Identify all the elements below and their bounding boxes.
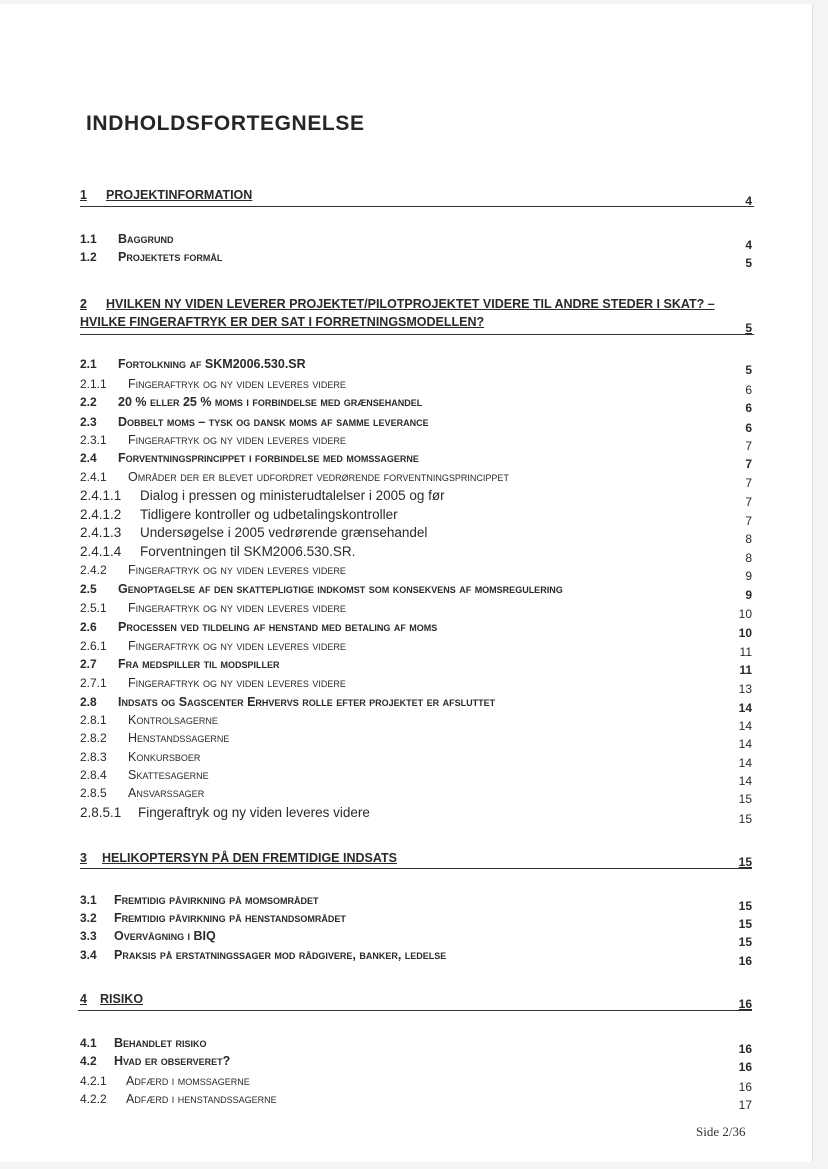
- toc-entry[interactable]: [80, 909, 752, 931]
- toc-label: Forventningsprincippet i forbindelse med momssagerne: [118, 451, 419, 465]
- toc-page: 6: [745, 421, 752, 435]
- toc-page: 6: [745, 383, 752, 397]
- toc-page: 9: [745, 588, 752, 602]
- toc-label: HELIKOPTERSYN PÅ DEN FREMTIDIGE INDSATS: [102, 851, 397, 865]
- toc-number: 1.1: [80, 232, 97, 246]
- toc-label: Tidligere kontroller og udbetalingskontroller: [140, 507, 398, 522]
- toc-label: Skattesagerne: [128, 768, 209, 782]
- toc-entry[interactable]: [80, 355, 752, 377]
- toc-number: 2.8.1: [80, 713, 107, 727]
- toc-page: 5: [745, 256, 752, 270]
- toc-page: 15: [738, 855, 752, 869]
- toc-number: 2.3.1: [80, 433, 107, 447]
- toc-number: 2.7.1: [80, 676, 107, 690]
- toc-label: Fremtidig påvirkning på henstandsområdet: [114, 911, 346, 925]
- toc-page: 14: [738, 737, 752, 751]
- toc-number: 2.3: [80, 415, 97, 429]
- toc-number: 2: [80, 297, 87, 311]
- toc-entry[interactable]: [80, 543, 752, 565]
- toc-label: Ansvarssager: [128, 786, 205, 800]
- toc-number: 2.8.5: [80, 786, 107, 800]
- toc-page: 7: [745, 457, 752, 471]
- toc-divider: [80, 868, 752, 869]
- toc-page: 5: [745, 321, 752, 335]
- toc-number: 2.1: [80, 357, 97, 371]
- toc-divider: [80, 334, 754, 335]
- toc-label: Fra medspiller til modspiller: [118, 657, 280, 671]
- toc-number: 1.2: [80, 250, 97, 264]
- toc-label: Behandlet risiko: [114, 1036, 207, 1050]
- page-number-footer: Side 2/36: [696, 1124, 746, 1139]
- toc-number: 3: [80, 851, 87, 865]
- toc-label: Projektets formål: [118, 250, 223, 264]
- toc-entry[interactable]: [80, 295, 752, 313]
- toc-entry[interactable]: [80, 891, 752, 913]
- toc-page: 11: [739, 645, 752, 659]
- toc-entry[interactable]: [80, 393, 752, 415]
- toc-page: 13: [738, 682, 752, 696]
- toc-label: Fingeraftryk og ny viden leveres videre: [128, 433, 346, 447]
- toc-label: 20 % eller 25 % moms i forbindelse med grænsehandel: [118, 395, 423, 409]
- toc-label: Undersøgelse i 2005 vedrørende grænsehandel: [140, 525, 428, 540]
- toc-label: Praksis på erstatningssager mod rådgivere, banker, ledelse: [114, 948, 447, 962]
- toc-page: 16: [738, 997, 752, 1011]
- toc-label: Dialog i pressen og ministerudtalelser i 2005 og før: [140, 488, 445, 503]
- toc-page: 15: [738, 812, 752, 826]
- toc-entry[interactable]: [80, 506, 752, 528]
- toc-number: 2.4.2: [80, 563, 107, 577]
- toc-number: 4.1: [80, 1036, 97, 1050]
- toc-label: Fingeraftryk og ny viden leveres videre: [128, 563, 346, 577]
- toc-entry[interactable]: [80, 1090, 752, 1112]
- toc-divider: [78, 1010, 752, 1011]
- toc-entry[interactable]: [80, 693, 752, 715]
- toc-label: Kontrolsagerne: [128, 713, 218, 727]
- toc-entry[interactable]: [80, 248, 752, 270]
- toc-label: Fortolkning af SKM2006.530.SR: [118, 357, 306, 371]
- toc-label: Fingeraftryk og ny viden leveres videre: [128, 676, 346, 690]
- toc-entry[interactable]: [80, 618, 752, 640]
- toc-label: Dobbelt moms – tysk og dansk moms af samme leverance: [118, 415, 429, 429]
- toc-entry[interactable]: [80, 637, 752, 659]
- toc-number: 2.6: [80, 620, 97, 634]
- toc-page: 7: [745, 514, 752, 528]
- toc-number: 1: [80, 188, 87, 202]
- toc-label: Adfærd i momssagerne: [126, 1074, 250, 1088]
- toc-page: 10: [738, 607, 752, 621]
- toc-entry[interactable]: [80, 849, 752, 867]
- toc-page: 4: [745, 238, 752, 252]
- toc-label: Fingeraftryk og ny viden leveres videre: [128, 639, 346, 653]
- toc-number: 2.4.1.4: [80, 544, 122, 559]
- toc-label: HVILKE FINGERAFTRYK ER DER SAT I FORRETNINGSMODELLEN?: [80, 315, 485, 329]
- toc-number: 2.8.2: [80, 731, 107, 745]
- toc-label: Hvad er observeret?: [114, 1054, 231, 1068]
- toc-label: Konkursboer: [128, 750, 201, 764]
- toc-number: 2.4.1.2: [80, 507, 122, 522]
- toc-number: 4.2.2: [80, 1092, 107, 1106]
- toc-page: 15: [738, 899, 752, 913]
- toc-entry[interactable]: [80, 946, 752, 968]
- toc-page: 15: [738, 917, 752, 931]
- toc-page: 14: [738, 719, 752, 733]
- toc-page: 14: [738, 756, 752, 770]
- toc-entry[interactable]: [80, 1034, 752, 1056]
- toc-number: 3.1: [80, 893, 97, 907]
- toc-label: Områder der er blevet udfordret vedrørende forventningsprincippet: [128, 470, 509, 484]
- toc-entry[interactable]: [80, 1072, 752, 1094]
- toc-entry[interactable]: [80, 186, 752, 208]
- toc-page: 14: [738, 701, 752, 715]
- toc-entry[interactable]: [80, 711, 752, 733]
- toc-label: Processen ved tildeling af henstand med betaling af moms: [118, 620, 438, 634]
- toc-number: 2.8.3: [80, 750, 107, 764]
- toc-page: 11: [739, 663, 752, 677]
- toc-number: 4.2.1: [80, 1074, 107, 1088]
- toc-label: Henstandssagerne: [128, 731, 230, 745]
- page-title: INDHOLDSFORTEGNELSE: [86, 112, 365, 135]
- toc-number: 2.4: [80, 451, 97, 465]
- toc-entry[interactable]: [80, 599, 752, 621]
- toc-page: 4: [745, 194, 752, 208]
- toc-page: 9: [745, 569, 752, 583]
- toc-number: 2.8.4: [80, 768, 107, 782]
- toc-number: 4.2: [80, 1054, 97, 1068]
- toc-entry[interactable]: [80, 784, 752, 806]
- toc-entry[interactable]: [80, 729, 752, 751]
- toc-label: Baggrund: [118, 232, 174, 246]
- toc-divider: [80, 206, 754, 207]
- toc-page: 16: [738, 1060, 752, 1074]
- toc-label: Forventningen til SKM2006.530.SR.: [140, 544, 356, 559]
- toc-entry[interactable]: [80, 561, 752, 583]
- toc-label: RISIKO: [100, 992, 144, 1006]
- toc-entry[interactable]: [80, 449, 752, 471]
- toc-entry[interactable]: [80, 487, 752, 509]
- toc-number: 2.5.1: [80, 601, 107, 615]
- toc-number: 2.4.1: [80, 470, 107, 484]
- toc-page: 10: [738, 626, 752, 640]
- toc-entry[interactable]: [80, 230, 752, 252]
- toc-label: Overvågning i BIQ: [114, 929, 216, 943]
- toc-number: 4: [80, 992, 87, 1006]
- toc-entry[interactable]: [80, 655, 752, 677]
- toc-number: 3.3: [80, 929, 97, 943]
- toc-number: 2.1.1: [80, 377, 107, 391]
- toc-entry[interactable]: [80, 804, 752, 826]
- toc-page: 15: [738, 935, 752, 949]
- toc-entry[interactable]: [80, 674, 752, 696]
- toc-label: Adfærd i henstandssagerne: [126, 1092, 277, 1106]
- toc-page: 7: [745, 439, 752, 453]
- toc-entry[interactable]: [80, 766, 752, 788]
- toc-label: Indsats og Sagscenter Erhvervs rolle efter projektet er afsluttet: [118, 695, 496, 709]
- toc-entry[interactable]: [80, 748, 752, 770]
- toc-entry[interactable]: [80, 1052, 752, 1074]
- toc-label: Genoptagelse af den skattepligtige indkomst som konsekvens af momsregulering: [118, 582, 563, 596]
- toc-page: 16: [738, 1042, 752, 1056]
- toc-page: 16: [738, 1080, 752, 1094]
- toc-number: 3.4: [80, 948, 97, 962]
- toc-label: PROJEKTINFORMATION: [106, 188, 253, 202]
- toc-entry[interactable]: [80, 375, 752, 397]
- toc-page: 6: [745, 401, 752, 415]
- toc-number: 2.5: [80, 582, 97, 596]
- toc-number: 3.2: [80, 911, 97, 925]
- toc-label: Fremtidig påvirkning på momsområdet: [114, 893, 319, 907]
- toc-label: Fingeraftryk og ny viden leveres videre: [128, 601, 346, 615]
- toc-label: Fingeraftryk og ny viden leveres videre: [128, 377, 346, 391]
- toc-number: 2.8: [80, 695, 97, 709]
- toc-label: Fingeraftryk og ny viden leveres videre: [138, 805, 370, 820]
- toc-entry-continued[interactable]: [80, 313, 752, 335]
- toc-page: 16: [738, 954, 752, 968]
- toc-entry[interactable]: [80, 431, 752, 453]
- toc-page: 17: [738, 1098, 752, 1112]
- toc-page: 14: [738, 774, 752, 788]
- toc-page: 7: [745, 476, 752, 490]
- toc-entry[interactable]: [80, 468, 752, 490]
- toc-entry[interactable]: [80, 990, 752, 1011]
- document-page: [0, 4, 812, 1162]
- toc-entry[interactable]: [80, 413, 752, 435]
- toc-page: 7: [745, 495, 752, 509]
- toc-page: 8: [745, 551, 752, 565]
- toc-number: 2.7: [80, 657, 97, 671]
- toc-page: 8: [745, 532, 752, 546]
- toc-page: 5: [745, 363, 752, 377]
- toc-number: 2.6.1: [80, 639, 107, 653]
- toc-number: 2.2: [80, 395, 97, 409]
- toc-entry[interactable]: [80, 524, 752, 546]
- toc-label: HVILKEN NY VIDEN LEVERER PROJEKTET/PILOTPROJEKTET VIDERE TIL ANDRE STEDER I SKAT? –: [106, 297, 715, 311]
- toc-number: 2.8.5.1: [80, 805, 122, 820]
- toc-page: 15: [738, 792, 752, 806]
- toc-number: 2.4.1.3: [80, 525, 122, 540]
- toc-entry[interactable]: [80, 927, 752, 949]
- toc-entry[interactable]: [80, 580, 752, 602]
- toc-number: 2.4.1.1: [80, 488, 122, 503]
